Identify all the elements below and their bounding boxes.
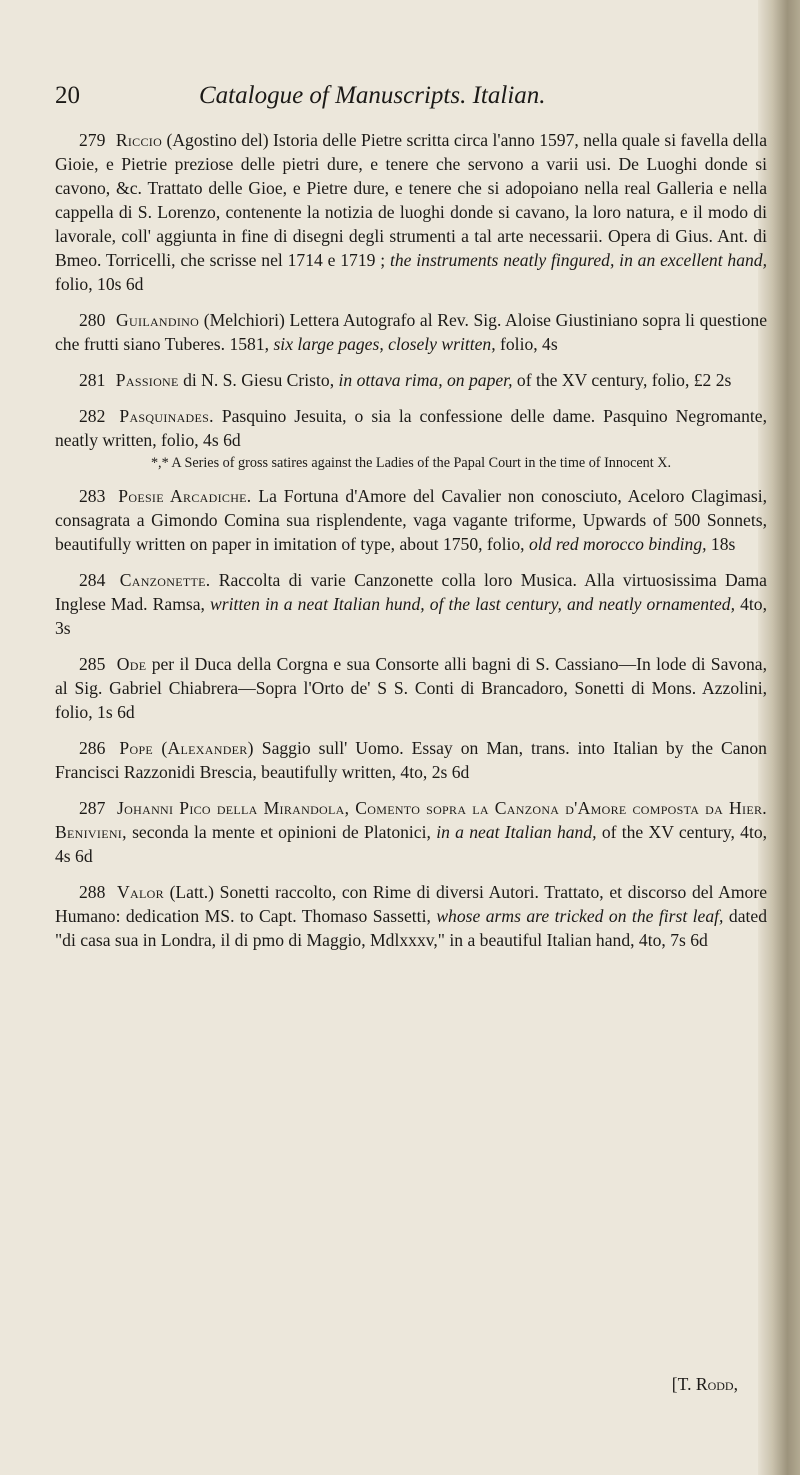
- entry-text: Saggio sull' Uomo. Essay on Man, trans. into Italian by the Canon Francisci Razzonidi Brescia, beautifully written, 4to, 2s 6d: [55, 738, 767, 782]
- entry-italic: old red morocco binding,: [528, 534, 707, 554]
- entry-heading: Ode: [116, 654, 147, 674]
- entry-trailing: 18s: [710, 534, 736, 554]
- entry-number: 288: [79, 882, 106, 902]
- entry-number: 287: [79, 798, 106, 818]
- entry-number: 282: [79, 406, 106, 426]
- entry-text: per il Duca della Corgna e sua Consorte alli bagni di S. Cassiano—In lode di Savona, al Sig. Gabriel Chiabrera—Sopra l'Orto de' S S. Conti di Brancadoro, Sonetti di Mons. Azzolini, folio, 1s 6d: [55, 654, 767, 722]
- entry-heading: Johanni Pico della Mirandola, Comento sopra la Canzona d'Amore composta da Hier. Benivieni,: [55, 798, 767, 842]
- entry-italic: whose arms are tricked on the first leaf,: [436, 906, 724, 926]
- entry-italic: six large pages, closely written,: [273, 334, 496, 354]
- catalogue-entry: [55, 568, 767, 640]
- catalogue-entry: [55, 880, 767, 952]
- entry-trailing: dated "di casa sua in Londra, il di pmo di Maggio, Mdlxxxv," in a beautiful Italian hand, 4to, 7s 6d: [55, 906, 768, 950]
- entry-heading: Pasquinades.: [119, 406, 214, 426]
- catchword: [T. Rodd,: [671, 1374, 738, 1394]
- entry-text: (Agostino del) Istoria delle Pietre scritta circa l'anno 1597, nella quale si favella della Gioie, e Pietrie preziose delle pietri dure, e tenere che servono a varii usi. De Luoghi donde si cavono, &c. Trattato delle Gioe, e Pietre dure, e tenere che si adopoiano nella real Galleria e nella cappella di S. Lorenzo, contenente la notizia de luoghi donde si cavano, la loro natura, e il modo di lavorale, coll' aggiunta in fine di disegni degli strumenti a tal arte necessarii. Opera di Gius. Ant. di Bmeo. Torricelli, che scrisse nel 1714 e 1719 ;: [55, 130, 767, 270]
- catalogue-entry: [55, 736, 767, 784]
- catalogue-entry: [55, 128, 767, 296]
- entry-trailing: of the XV century, folio, £2 2s: [516, 370, 732, 390]
- entry-number: 281: [79, 370, 106, 390]
- entry-number: 279: [79, 130, 106, 150]
- entry-text: Raccolta di varie Canzonette colla loro Musica. Alla virtuosissima Dama Inglese Mad. Ramsa,: [55, 570, 767, 614]
- entry-text: di N. S. Giesu Cristo,: [183, 370, 335, 390]
- entry-text: La Fortuna d'Amore del Cavalier non conosciuto, Aceloro Clagimasi, consagrata a Gimondo Comina sua risplendente, vaga vagante triforme, Upwards of 500 Sonnets, beautifully written on paper in imitation of type, about 1750, folio,: [55, 486, 767, 554]
- entry-heading: Riccio: [115, 130, 163, 150]
- catalogue-entry: [55, 404, 767, 452]
- entry-footnote: *,* A Series of gross satires against the Ladies of the Papal Court in the time of Innocent X.: [150, 455, 672, 471]
- page-header: [55, 82, 775, 114]
- catalogue-entry: [55, 368, 767, 392]
- entry-trailing: folio, 4s: [500, 334, 558, 354]
- entry-number: 283: [79, 486, 106, 506]
- entry-trailing: of the XV century, 4to, 4s 6d: [55, 822, 768, 866]
- page-number: 20: [55, 82, 80, 109]
- entry-heading: Poesie Arcadiche.: [118, 486, 252, 506]
- entry-trailing: folio, 10s 6d: [55, 274, 144, 294]
- entry-heading: Passione: [115, 370, 179, 390]
- catalogue-entry: [55, 796, 767, 868]
- entry-number: 280: [79, 310, 106, 330]
- entry-text: (Latt.) Sonetti raccolto, con Rime di diversi Autori. Trattato, et discorso del Amore Humano: dedication MS. to Capt. Thomaso Sassetti,: [55, 882, 767, 926]
- entry-number: 284: [79, 570, 106, 590]
- entry-italic: in a neat Italian hand,: [436, 822, 597, 842]
- entry-heading: Valor: [117, 882, 164, 902]
- entry-italic: in ottava rima, on paper,: [338, 370, 513, 390]
- entry-text: seconda la mente et opinioni de Platonici,: [132, 822, 431, 842]
- entry-heading: Canzonette.: [119, 570, 211, 590]
- entry-heading: Guilandino: [116, 310, 200, 330]
- catalogue-entry: [55, 484, 767, 556]
- entry-number: 286: [79, 738, 106, 758]
- entry-text: (Melchiori) Lettera Autografo al Rev. Sig. Aloise Giustiniano sopra li questione che frutti siano Tuberes. 1581,: [55, 310, 767, 354]
- entry-text: Pasquino Jesuita, o sia la confessione delle dame. Pasquino Negromante, neatly written, folio, 4s 6d: [55, 406, 768, 450]
- catalogue-entry: [55, 652, 767, 724]
- entry-list: [55, 128, 767, 964]
- entry-italic: the instruments neatly fingured, in an excellent hand,: [389, 250, 767, 270]
- running-title: Catalogue of Manuscripts. Italian.: [199, 82, 546, 109]
- entry-trailing: 4to, 3s: [55, 594, 767, 638]
- entry-italic: written in a neat Italian hund, of the last century, and neatly ornamented,: [210, 594, 735, 614]
- entry-heading: Pope (Alexander): [119, 738, 254, 758]
- catalogue-entry: [55, 308, 767, 356]
- entry-number: 285: [79, 654, 106, 674]
